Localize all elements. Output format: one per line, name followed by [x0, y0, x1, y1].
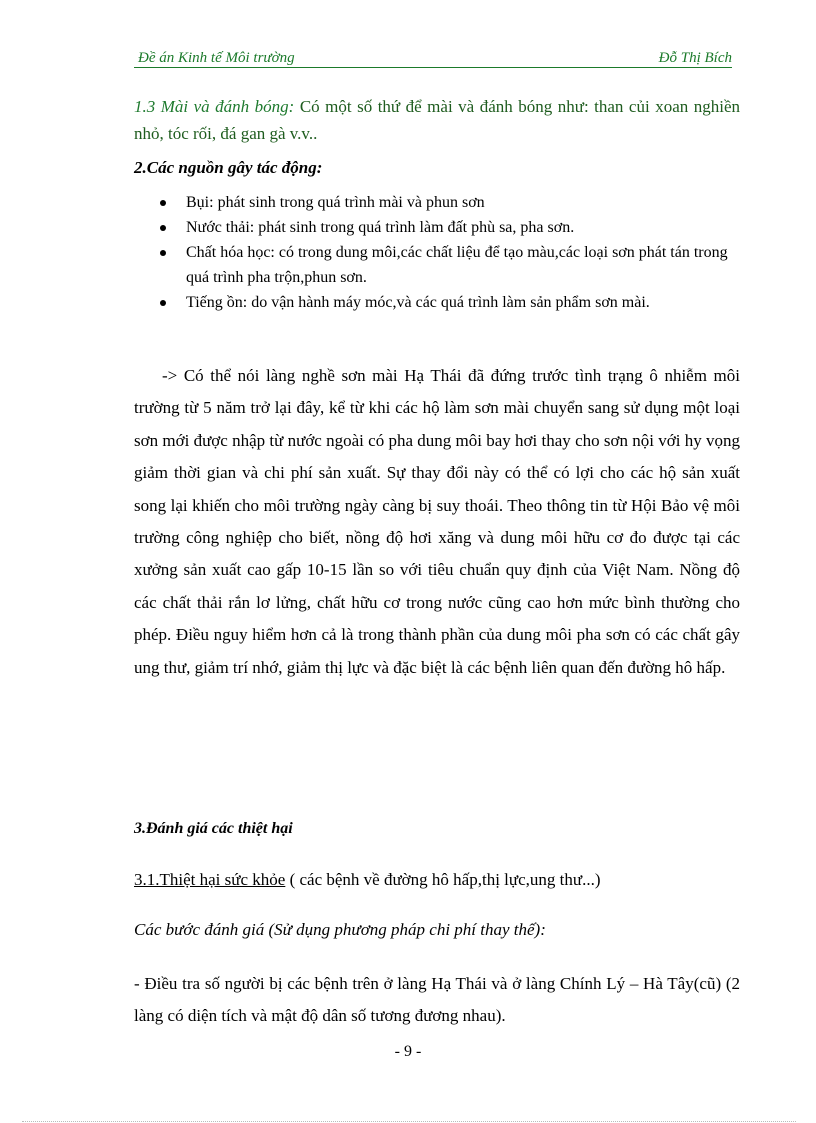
bullet-icon	[160, 300, 166, 306]
section-3-1-title: 3.1.Thiệt hại sức khỏe	[134, 870, 286, 889]
bullet-icon	[160, 200, 166, 206]
survey-paragraph: - Điều tra số người bị các bệnh trên ở làng Hạ Thái và ở làng Chính Lý – Hà Tây(cũ) (2 làng có diện tích và mật độ dân số tương đương nhau).	[134, 974, 740, 1025]
list-item	[160, 240, 740, 290]
section-3-heading: 3.Đánh giá các thiệt hại	[134, 820, 293, 837]
page-bottom-rule	[22, 1121, 796, 1122]
header-rule	[134, 67, 732, 68]
bullet-icon	[160, 250, 166, 256]
section-3-1	[134, 870, 601, 890]
list-item-text: Bụi: phát sinh trong quá trình mài và phun sơn	[186, 194, 485, 211]
list-item	[160, 190, 740, 215]
method-line: Các bước đánh giá (Sử dụng phương pháp chi phí thay thế):	[134, 920, 546, 939]
header-author: Đỗ Thị Bích	[658, 50, 732, 66]
section-1-3	[134, 93, 740, 147]
page-number: - 9 -	[394, 1043, 422, 1060]
list-item	[160, 215, 740, 240]
header-title: Đề án Kinh tế Môi trường	[138, 50, 295, 66]
section-3-1-rest: ( các bệnh về đường hô hấp,thị lực,ung thư...)	[285, 870, 601, 889]
section-1-3-title: 1.3 Mài và đánh bóng:	[134, 97, 295, 116]
list-item-text: Tiếng ồn: do vận hành máy móc,và các quá trình làm sản phẩm sơn mài.	[186, 294, 650, 311]
section-1-3-text: Có một số thứ để mài và đánh bóng như: than củi xoan nghiền nhỏ, tóc rối, đá gan gà v.v..	[134, 97, 740, 143]
pollution-paragraph: -> Có thể nói làng nghề sơn mài Hạ Thái đã đứng trước tình trạng ô nhiễm môi trường từ 5 năm trở lại đây, kể từ khi các hộ làm sơn mài chuyển sang sử dụng một loại sơn mới được nhập từ nước ngoài có pha dung môi bay hơi thay cho sơn nội với hy vọng giảm thời gian và chi phí sản xuất. Sự thay đổi này có thể có lợi cho các hộ sản xuất song lại khiến cho môi trường ngày càng bị suy thoái. Theo thông tin từ Hội Bảo vệ môi trường công nghiệp cho biết, nồng độ hơi xăng và dung môi hữu cơ đo được tại các xưởng sản xuất cao gấp 10-15 lần so với tiêu chuẩn quy định của Việt Nam. Nồng độ các chất thải rắn lơ lửng, chất hữu cơ trong nước cũng cao hơn mức bình thường cho phép. Điều nguy hiểm hơn cả là trong thành phần của dung môi pha sơn có các chất gây ung thư, giảm trí nhớ, giảm thị lực và đặc biệt là các bệnh liên quan đến đường hô hấp.	[134, 366, 740, 677]
list-item-text: Nước thải: phát sinh trong quá trình làm đất phù sa, pha sơn.	[186, 219, 575, 236]
section-2-heading: 2.Các nguồn gây tác động:	[134, 158, 323, 177]
bullet-icon	[160, 225, 166, 231]
list-item-text: Chất hóa học: có trong dung môi,các chất liệu để tạo màu,các loại sơn phát tán trong quá trình pha trộn,phun sơn.	[186, 244, 728, 286]
list-item	[160, 290, 740, 315]
impact-sources-list	[160, 190, 740, 315]
